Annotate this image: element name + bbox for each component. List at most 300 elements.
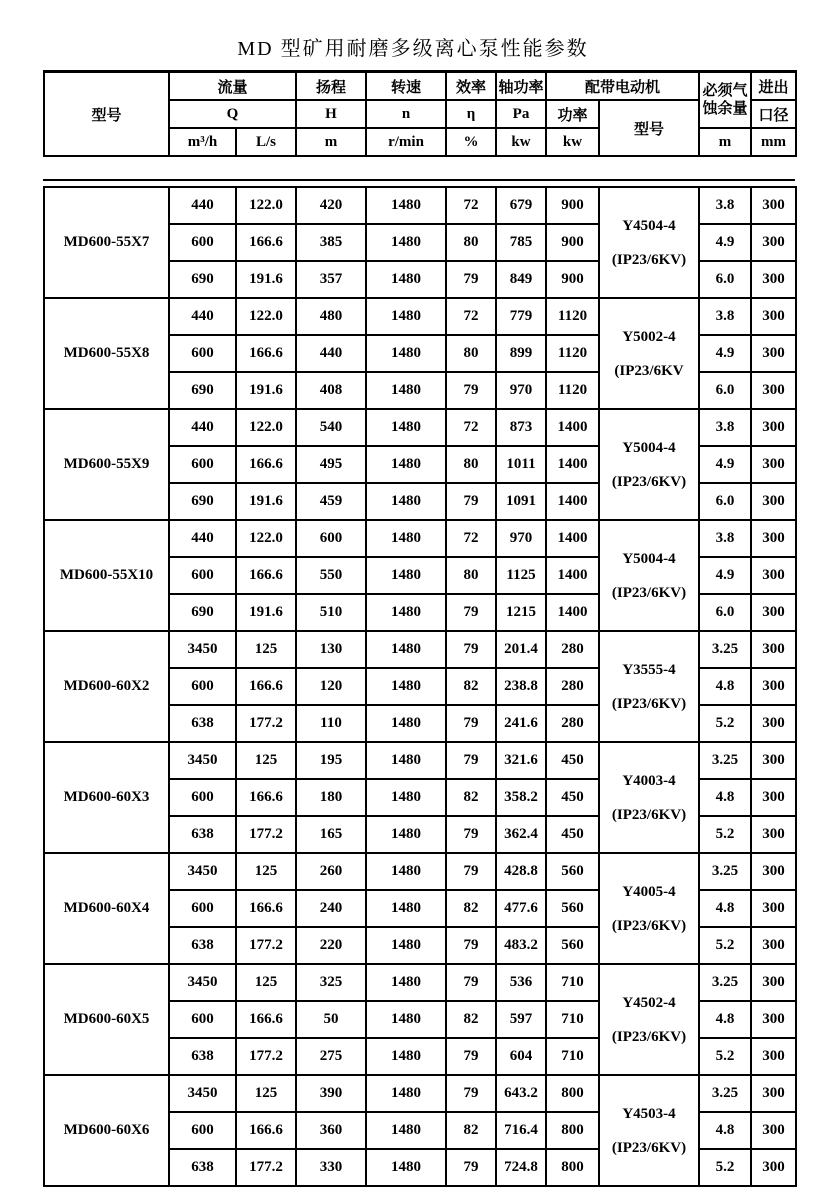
motor-power-cell: 280	[546, 668, 599, 705]
pump-table-rows	[44, 187, 796, 1186]
npsh-cell: 6.0	[699, 594, 751, 631]
header-flow-unit-ls: L/s	[236, 128, 296, 156]
flow-ls-cell: 191.6	[236, 261, 296, 298]
table-row	[44, 520, 796, 557]
efficiency-cell: 82	[446, 668, 496, 705]
diameter-cell: 300	[751, 853, 796, 890]
motor-power-cell: 1400	[546, 446, 599, 483]
header-head-symbol: H	[296, 100, 366, 128]
pump-table-header	[43, 70, 797, 157]
diameter-cell: 300	[751, 409, 796, 446]
head-cell: 165	[296, 816, 366, 853]
npsh-cell: 3.8	[699, 409, 751, 446]
head-cell: 110	[296, 705, 366, 742]
motor-power-cell: 560	[546, 890, 599, 927]
diameter-cell: 300	[751, 557, 796, 594]
flow-m3h-cell: 600	[169, 335, 236, 372]
flow-ls-cell: 166.6	[236, 1112, 296, 1149]
motor-power-cell: 280	[546, 705, 599, 742]
efficiency-cell: 79	[446, 1149, 496, 1186]
flow-ls-cell: 166.6	[236, 1001, 296, 1038]
pump-model-cell: MD600-60X3	[44, 742, 169, 853]
npsh-cell: 4.8	[699, 668, 751, 705]
motor-power-cell: 710	[546, 1038, 599, 1075]
motor-power-cell: 1400	[546, 557, 599, 594]
flow-m3h-cell: 690	[169, 261, 236, 298]
npsh-cell: 3.25	[699, 1075, 751, 1112]
diameter-cell: 300	[751, 224, 796, 261]
header-npsh-line2: 蚀余量	[702, 101, 748, 117]
speed-cell: 1480	[366, 409, 446, 446]
speed-cell: 1480	[366, 742, 446, 779]
speed-cell: 1480	[366, 1001, 446, 1038]
motor-model-cell	[599, 853, 699, 964]
header-motor-model: 型号	[599, 100, 699, 156]
npsh-cell: 5.2	[699, 705, 751, 742]
speed-cell: 1480	[366, 298, 446, 335]
speed-cell: 1480	[366, 1149, 446, 1186]
speed-cell: 1480	[366, 335, 446, 372]
flow-ls-cell: 166.6	[236, 557, 296, 594]
header-speed-symbol: n	[366, 100, 446, 128]
head-cell: 120	[296, 668, 366, 705]
diameter-cell: 300	[751, 816, 796, 853]
table-row	[44, 964, 796, 1001]
shaft-power-cell: 597	[496, 1001, 546, 1038]
diameter-cell: 300	[751, 705, 796, 742]
table-row	[44, 631, 796, 668]
flow-m3h-cell: 600	[169, 1112, 236, 1149]
motor-power-cell: 1400	[546, 409, 599, 446]
head-cell: 420	[296, 187, 366, 224]
npsh-cell: 4.9	[699, 224, 751, 261]
header-flow-unit-m3h: m³/h	[169, 128, 236, 156]
diameter-cell: 300	[751, 372, 796, 409]
flow-m3h-cell: 638	[169, 816, 236, 853]
header-speed-unit: r/min	[366, 128, 446, 156]
speed-cell: 1480	[366, 557, 446, 594]
header-motor-power-unit: kw	[546, 128, 599, 156]
shaft-power-cell: 849	[496, 261, 546, 298]
flow-m3h-cell: 600	[169, 557, 236, 594]
head-cell: 195	[296, 742, 366, 779]
shaft-power-cell: 970	[496, 372, 546, 409]
pump-model-cell: MD600-55X10	[44, 520, 169, 631]
npsh-cell: 5.2	[699, 1038, 751, 1075]
diameter-cell: 300	[751, 187, 796, 224]
header-head-unit: m	[296, 128, 366, 156]
diameter-cell: 300	[751, 1075, 796, 1112]
motor-model-cell	[599, 409, 699, 520]
speed-cell: 1480	[366, 890, 446, 927]
efficiency-cell: 80	[446, 446, 496, 483]
pump-model-cell: MD600-60X5	[44, 964, 169, 1075]
flow-ls-cell: 125	[236, 631, 296, 668]
diameter-cell: 300	[751, 927, 796, 964]
flow-ls-cell: 191.6	[236, 594, 296, 631]
speed-cell: 1480	[366, 779, 446, 816]
diameter-cell: 300	[751, 1112, 796, 1149]
efficiency-cell: 79	[446, 631, 496, 668]
diameter-cell: 300	[751, 890, 796, 927]
table-row	[44, 1075, 796, 1112]
flow-ls-cell: 122.0	[236, 409, 296, 446]
header-speed: 转速	[366, 72, 446, 101]
table-row	[44, 853, 796, 890]
header-efficiency: 效率	[446, 72, 496, 101]
motor-model-cell	[599, 520, 699, 631]
npsh-cell: 4.8	[699, 890, 751, 927]
pump-model-cell: MD600-55X8	[44, 298, 169, 409]
head-cell: 390	[296, 1075, 366, 1112]
flow-m3h-cell: 440	[169, 409, 236, 446]
motor-power-cell: 1400	[546, 520, 599, 557]
motor-power-cell: 710	[546, 1001, 599, 1038]
motor-model-cell-line: (IP23/6KV)	[611, 695, 687, 712]
speed-cell: 1480	[366, 927, 446, 964]
npsh-cell: 6.0	[699, 261, 751, 298]
speed-cell: 1480	[366, 224, 446, 261]
efficiency-cell: 79	[446, 483, 496, 520]
flow-ls-cell: 177.2	[236, 816, 296, 853]
motor-model-cell-line: (IP23/6KV)	[611, 251, 687, 268]
diameter-cell: 300	[751, 742, 796, 779]
motor-power-cell: 560	[546, 927, 599, 964]
flow-m3h-cell: 3450	[169, 1075, 236, 1112]
page-title: MD 型矿用耐磨多级离心泵性能参数	[237, 38, 589, 60]
shaft-power-cell: 483.2	[496, 927, 546, 964]
flow-ls-cell: 125	[236, 742, 296, 779]
diameter-cell: 300	[751, 668, 796, 705]
flow-ls-cell: 177.2	[236, 1149, 296, 1186]
flow-ls-cell: 177.2	[236, 1038, 296, 1075]
flow-m3h-cell: 3450	[169, 964, 236, 1001]
motor-power-cell: 1400	[546, 594, 599, 631]
pump-model-cell: MD600-60X2	[44, 631, 169, 742]
flow-ls-cell: 177.2	[236, 927, 296, 964]
motor-model-cell	[599, 742, 699, 853]
header-flow-symbol: Q	[169, 100, 296, 128]
speed-cell: 1480	[366, 631, 446, 668]
npsh-cell: 3.25	[699, 964, 751, 1001]
head-cell: 220	[296, 927, 366, 964]
flow-m3h-cell: 690	[169, 483, 236, 520]
shaft-power-cell: 679	[496, 187, 546, 224]
head-cell: 385	[296, 224, 366, 261]
efficiency-cell: 79	[446, 853, 496, 890]
shaft-power-cell: 362.4	[496, 816, 546, 853]
shaft-power-cell: 241.6	[496, 705, 546, 742]
speed-cell: 1480	[366, 483, 446, 520]
speed-cell: 1480	[366, 594, 446, 631]
speed-cell: 1480	[366, 261, 446, 298]
motor-power-cell: 900	[546, 261, 599, 298]
diameter-cell: 300	[751, 631, 796, 668]
shaft-power-cell: 785	[496, 224, 546, 261]
speed-cell: 1480	[366, 816, 446, 853]
motor-power-cell: 1120	[546, 335, 599, 372]
motor-model-cell-line: (IP23/6KV)	[611, 1139, 687, 1156]
header-diameter-line2: 口径	[751, 100, 796, 128]
shaft-power-cell: 970	[496, 520, 546, 557]
shaft-power-cell: 779	[496, 298, 546, 335]
flow-m3h-cell: 440	[169, 520, 236, 557]
head-cell: 180	[296, 779, 366, 816]
speed-cell: 1480	[366, 520, 446, 557]
shaft-power-cell: 1215	[496, 594, 546, 631]
motor-model-cell-line: Y3555-4	[622, 661, 676, 678]
header-npsh	[699, 72, 751, 129]
efficiency-cell: 80	[446, 224, 496, 261]
efficiency-cell: 79	[446, 1075, 496, 1112]
efficiency-cell: 72	[446, 409, 496, 446]
motor-power-cell: 280	[546, 631, 599, 668]
header-efficiency-unit: %	[446, 128, 496, 156]
flow-m3h-cell: 600	[169, 890, 236, 927]
shaft-power-cell: 716.4	[496, 1112, 546, 1149]
motor-model-cell-line: (IP23/6KV)	[611, 584, 687, 601]
shaft-power-cell: 1125	[496, 557, 546, 594]
table-row	[44, 298, 796, 335]
motor-model-cell-line: Y4503-4	[622, 1105, 676, 1122]
flow-ls-cell: 125	[236, 853, 296, 890]
npsh-cell: 5.2	[699, 816, 751, 853]
head-cell: 495	[296, 446, 366, 483]
header-model: 型号	[44, 72, 169, 157]
efficiency-cell: 79	[446, 594, 496, 631]
header-npsh-line1: 必须气	[702, 83, 748, 99]
npsh-cell: 6.0	[699, 483, 751, 520]
header-diameter-unit: mm	[751, 128, 796, 156]
speed-cell: 1480	[366, 964, 446, 1001]
motor-power-cell: 800	[546, 1149, 599, 1186]
flow-m3h-cell: 638	[169, 927, 236, 964]
motor-model-cell	[599, 298, 699, 409]
flow-ls-cell: 166.6	[236, 224, 296, 261]
npsh-cell: 4.8	[699, 779, 751, 816]
motor-model-cell	[599, 631, 699, 742]
motor-model-cell-line: Y4504-4	[622, 217, 676, 234]
flow-ls-cell: 177.2	[236, 705, 296, 742]
head-cell: 510	[296, 594, 366, 631]
npsh-cell: 3.8	[699, 298, 751, 335]
head-cell: 275	[296, 1038, 366, 1075]
shaft-power-cell: 536	[496, 964, 546, 1001]
diameter-cell: 300	[751, 261, 796, 298]
efficiency-cell: 79	[446, 261, 496, 298]
head-cell: 260	[296, 853, 366, 890]
motor-power-cell: 800	[546, 1075, 599, 1112]
shaft-power-cell: 1091	[496, 483, 546, 520]
efficiency-cell: 79	[446, 1038, 496, 1075]
flow-m3h-cell: 638	[169, 1038, 236, 1075]
flow-ls-cell: 166.6	[236, 446, 296, 483]
speed-cell: 1480	[366, 668, 446, 705]
header-head: 扬程	[296, 72, 366, 101]
motor-model-cell-line: Y5004-4	[622, 550, 676, 567]
header-shaft-power-unit: kw	[496, 128, 546, 156]
flow-ls-cell: 166.6	[236, 890, 296, 927]
flow-ls-cell: 122.0	[236, 520, 296, 557]
efficiency-cell: 80	[446, 335, 496, 372]
shaft-power-cell: 1011	[496, 446, 546, 483]
diameter-cell: 300	[751, 298, 796, 335]
npsh-cell: 5.2	[699, 927, 751, 964]
npsh-cell: 6.0	[699, 372, 751, 409]
header-diameter-line1: 进出	[751, 72, 796, 101]
efficiency-cell: 79	[446, 705, 496, 742]
table-row	[44, 409, 796, 446]
shaft-power-cell: 643.2	[496, 1075, 546, 1112]
head-cell: 408	[296, 372, 366, 409]
motor-model-cell-line: Y4502-4	[622, 994, 676, 1011]
npsh-cell: 4.9	[699, 335, 751, 372]
speed-cell: 1480	[366, 853, 446, 890]
flow-m3h-cell: 600	[169, 446, 236, 483]
npsh-cell: 4.9	[699, 446, 751, 483]
flow-ls-cell: 122.0	[236, 187, 296, 224]
flow-ls-cell: 125	[236, 964, 296, 1001]
head-cell: 50	[296, 1001, 366, 1038]
npsh-cell: 4.9	[699, 557, 751, 594]
efficiency-cell: 79	[446, 964, 496, 1001]
flow-m3h-cell: 600	[169, 668, 236, 705]
diameter-cell: 300	[751, 1149, 796, 1186]
motor-model-cell	[599, 187, 699, 298]
motor-power-cell: 800	[546, 1112, 599, 1149]
flow-ls-cell: 191.6	[236, 372, 296, 409]
npsh-cell: 4.8	[699, 1112, 751, 1149]
diameter-cell: 300	[751, 335, 796, 372]
diameter-cell: 300	[751, 779, 796, 816]
flow-ls-cell: 166.6	[236, 668, 296, 705]
efficiency-cell: 82	[446, 779, 496, 816]
motor-model-cell-line: (IP23/6KV)	[611, 473, 687, 490]
motor-model-cell-line: Y5002-4	[622, 328, 676, 345]
npsh-cell: 4.8	[699, 1001, 751, 1038]
head-cell: 540	[296, 409, 366, 446]
flow-ls-cell: 166.6	[236, 335, 296, 372]
npsh-cell: 3.8	[699, 187, 751, 224]
flow-ls-cell: 166.6	[236, 779, 296, 816]
shaft-power-cell: 358.2	[496, 779, 546, 816]
motor-power-cell: 560	[546, 853, 599, 890]
head-cell: 440	[296, 335, 366, 372]
diameter-cell: 300	[751, 483, 796, 520]
speed-cell: 1480	[366, 1038, 446, 1075]
pump-model-cell: MD600-60X6	[44, 1075, 169, 1186]
speed-cell: 1480	[366, 705, 446, 742]
speed-cell: 1480	[366, 1075, 446, 1112]
head-cell: 330	[296, 1149, 366, 1186]
flow-m3h-cell: 440	[169, 298, 236, 335]
flow-m3h-cell: 3450	[169, 853, 236, 890]
flow-ls-cell: 122.0	[236, 298, 296, 335]
diameter-cell: 300	[751, 520, 796, 557]
flow-m3h-cell: 690	[169, 372, 236, 409]
motor-model-cell-line: Y4005-4	[622, 883, 676, 900]
motor-power-cell: 900	[546, 187, 599, 224]
shaft-power-cell: 428.8	[496, 853, 546, 890]
efficiency-cell: 82	[446, 1001, 496, 1038]
speed-cell: 1480	[366, 372, 446, 409]
header-motor: 配带电动机	[546, 72, 699, 101]
npsh-cell: 5.2	[699, 1149, 751, 1186]
head-cell: 360	[296, 1112, 366, 1149]
efficiency-cell: 79	[446, 927, 496, 964]
flow-ls-cell: 191.6	[236, 483, 296, 520]
flow-m3h-cell: 3450	[169, 742, 236, 779]
flow-m3h-cell: 600	[169, 224, 236, 261]
motor-power-cell: 450	[546, 742, 599, 779]
motor-model-cell-line: Y5004-4	[622, 439, 676, 456]
pump-model-cell: MD600-60X4	[44, 853, 169, 964]
shaft-power-cell: 321.6	[496, 742, 546, 779]
head-cell: 240	[296, 890, 366, 927]
motor-model-cell-line: (IP23/6KV)	[611, 806, 687, 823]
header-flow: 流量	[169, 72, 296, 101]
head-cell: 480	[296, 298, 366, 335]
motor-power-cell: 1400	[546, 483, 599, 520]
shaft-power-cell: 201.4	[496, 631, 546, 668]
shaft-power-cell: 873	[496, 409, 546, 446]
table-row	[44, 742, 796, 779]
head-cell: 357	[296, 261, 366, 298]
head-cell: 130	[296, 631, 366, 668]
efficiency-cell: 82	[446, 890, 496, 927]
motor-model-cell-line: Y4003-4	[622, 772, 676, 789]
shaft-power-cell: 604	[496, 1038, 546, 1075]
npsh-cell: 3.25	[699, 742, 751, 779]
motor-model-cell-line: (IP23/6KV)	[611, 1028, 687, 1045]
header-efficiency-symbol: η	[446, 100, 496, 128]
flow-m3h-cell: 440	[169, 187, 236, 224]
npsh-cell: 3.25	[699, 631, 751, 668]
table-row	[44, 187, 796, 224]
efficiency-cell: 72	[446, 298, 496, 335]
motor-power-cell: 1120	[546, 372, 599, 409]
pump-model-cell: MD600-55X9	[44, 409, 169, 520]
head-cell: 325	[296, 964, 366, 1001]
diameter-cell: 300	[751, 1038, 796, 1075]
motor-power-cell: 450	[546, 816, 599, 853]
pump-model-cell: MD600-55X7	[44, 187, 169, 298]
npsh-cell: 3.8	[699, 520, 751, 557]
speed-cell: 1480	[366, 446, 446, 483]
flow-m3h-cell: 600	[169, 779, 236, 816]
motor-power-cell: 710	[546, 964, 599, 1001]
flow-m3h-cell: 638	[169, 1149, 236, 1186]
diameter-cell: 300	[751, 446, 796, 483]
header-row-1	[44, 72, 796, 101]
shaft-power-cell: 477.6	[496, 890, 546, 927]
header-npsh-unit: m	[699, 128, 751, 156]
npsh-cell: 3.25	[699, 853, 751, 890]
efficiency-cell: 72	[446, 520, 496, 557]
header-motor-power: 功率	[546, 100, 599, 128]
flow-m3h-cell: 3450	[169, 631, 236, 668]
header-shaft-power-symbol: Pa	[496, 100, 546, 128]
efficiency-cell: 72	[446, 187, 496, 224]
flow-m3h-cell: 638	[169, 705, 236, 742]
shaft-power-cell: 899	[496, 335, 546, 372]
diameter-cell: 300	[751, 594, 796, 631]
pump-table-body	[43, 186, 797, 1187]
motor-model-cell	[599, 964, 699, 1075]
flow-m3h-cell: 600	[169, 1001, 236, 1038]
diameter-cell: 300	[751, 964, 796, 1001]
shaft-power-cell: 238.8	[496, 668, 546, 705]
